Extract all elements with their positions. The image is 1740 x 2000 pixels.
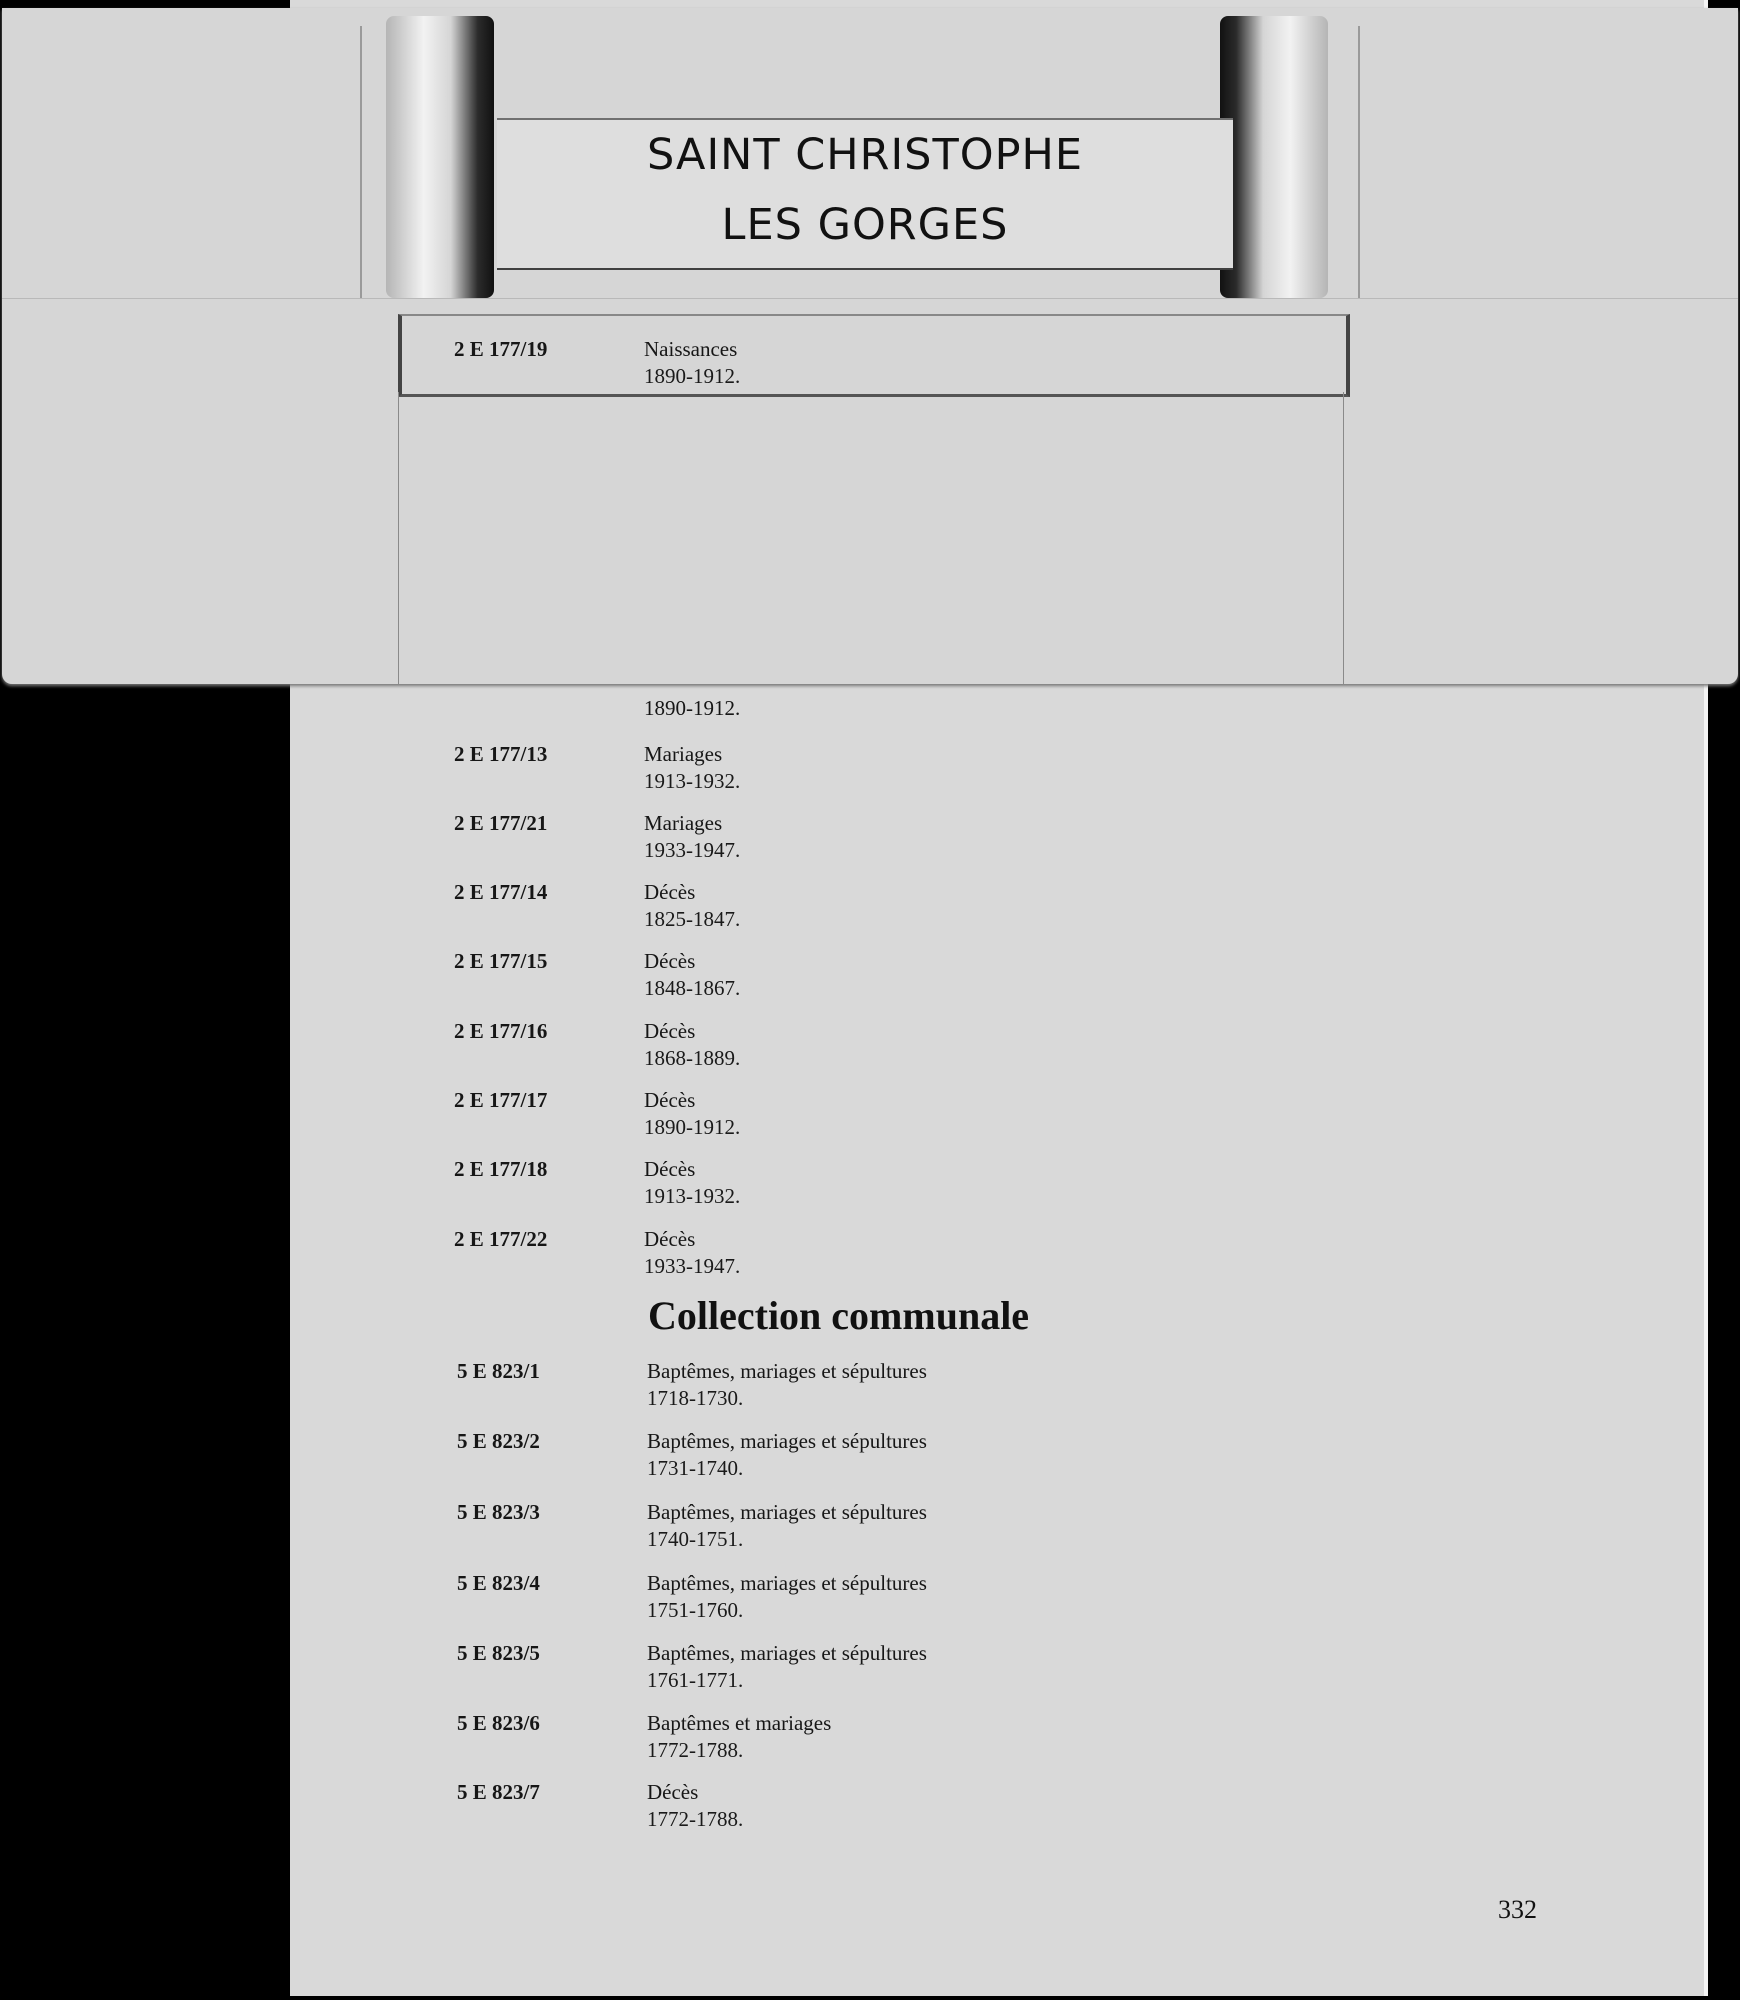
entry-dates: 1913-1932.: [644, 769, 741, 793]
page-number: 332: [1498, 1895, 1537, 1924]
entry-code: 5 E 823/6: [457, 1711, 540, 1735]
entry-dates: 1761-1771.: [647, 1668, 744, 1692]
entry-code: 5 E 823/2: [457, 1429, 540, 1453]
entry-code: 2 E 177/21: [454, 811, 548, 835]
entry-description: [644, 1087, 1344, 1141]
entry-dates: 1933-1947.: [644, 838, 741, 862]
entry-code: 2 E 177/14: [454, 880, 548, 904]
entry-title: Naissances: [644, 337, 738, 361]
entry-dates: 1731-1740.: [647, 1456, 744, 1480]
entry-dates: 1825-1847.: [644, 907, 741, 931]
entry-title: Décès: [647, 1780, 699, 1804]
entry-dates: 1718-1730.: [647, 1386, 744, 1410]
entry-title: Décès: [644, 1227, 696, 1251]
folder-label-line-1: SAINT CHRISTOPHE: [646, 130, 1084, 180]
entry-code: 2 E 177/13: [454, 742, 548, 766]
entry-description: [644, 810, 1344, 864]
entry-title: Décès: [644, 1019, 696, 1043]
entry-description: [647, 1499, 1347, 1553]
entry-code: 5 E 823/1: [457, 1359, 540, 1383]
folder-ruled-area: [398, 392, 1344, 684]
entry-description: [647, 1640, 1347, 1694]
section-title: Collection communale: [648, 1293, 1030, 1338]
entry-description: [647, 1779, 1347, 1833]
entry-title: Baptêmes, mariages et sépultures: [647, 1359, 927, 1383]
entry-dates: 1890-1912.: [644, 364, 741, 388]
entry-code: 2 E 177/15: [454, 949, 548, 973]
entry-description: [647, 1710, 1347, 1764]
entry-code: 5 E 823/7: [457, 1780, 540, 1804]
entry-code: 2 E 177/22: [454, 1227, 548, 1251]
entry-title: Baptêmes, mariages et sépultures: [647, 1500, 927, 1524]
entry-dates: 1913-1932.: [644, 1184, 741, 1208]
entry-dates: 1751-1760.: [647, 1598, 744, 1622]
entry-code: 5 E 823/4: [457, 1571, 540, 1595]
entry-description: [644, 879, 1344, 933]
archive-folder-cover: [2, 8, 1738, 684]
partial-entry-dates: 1890-1912.: [644, 696, 741, 720]
entry-description: [644, 1018, 1344, 1072]
entry-description: [644, 336, 1344, 390]
entry-title: Baptêmes, mariages et sépultures: [647, 1641, 927, 1665]
entry-description: [647, 1570, 1347, 1624]
entry-title: Baptêmes et mariages: [647, 1711, 832, 1735]
entry-title: Décès: [644, 949, 696, 973]
entry-title: Décès: [644, 1088, 696, 1112]
entry-title: Baptêmes, mariages et sépultures: [647, 1571, 927, 1595]
folder-label-line-2: LES GORGES: [721, 200, 1009, 250]
entry-code: 5 E 823/3: [457, 1500, 540, 1524]
entry-title: Mariages: [644, 811, 723, 835]
entry-description: [647, 1358, 1347, 1412]
entry-dates: 1772-1788.: [647, 1807, 744, 1831]
entry-dates: 1933-1947.: [644, 1254, 741, 1278]
entry-dates: 1740-1751.: [647, 1527, 744, 1551]
left-clip: [386, 16, 494, 298]
entry-description: [644, 1156, 1344, 1210]
entry-code: 2 E 177/17: [454, 1088, 548, 1112]
entry-title: Décès: [644, 1157, 696, 1181]
entry-title: Baptêmes, mariages et sépultures: [647, 1429, 927, 1453]
entry-description: [644, 948, 1344, 1002]
entry-code: 2 E 177/18: [454, 1157, 548, 1181]
entry-description: [644, 1226, 1344, 1280]
right-clip: [1220, 16, 1328, 298]
entry-code: 5 E 823/5: [457, 1641, 540, 1665]
entry-dates: 1868-1889.: [644, 1046, 741, 1070]
entry-title: Décès: [644, 880, 696, 904]
entry-title: Mariages: [644, 742, 723, 766]
entry-description: [644, 741, 1344, 795]
entry-dates: 1848-1867.: [644, 976, 741, 1000]
entry-code: 2 E 177/16: [454, 1019, 548, 1043]
folder-entry-strip: [398, 314, 1350, 397]
entry-dates: 1772-1788.: [647, 1738, 744, 1762]
entry-code: 2 E 177/19: [454, 337, 548, 361]
folder-label: [497, 118, 1233, 270]
entry-description: [647, 1428, 1347, 1482]
entry-dates: 1890-1912.: [644, 1115, 741, 1139]
